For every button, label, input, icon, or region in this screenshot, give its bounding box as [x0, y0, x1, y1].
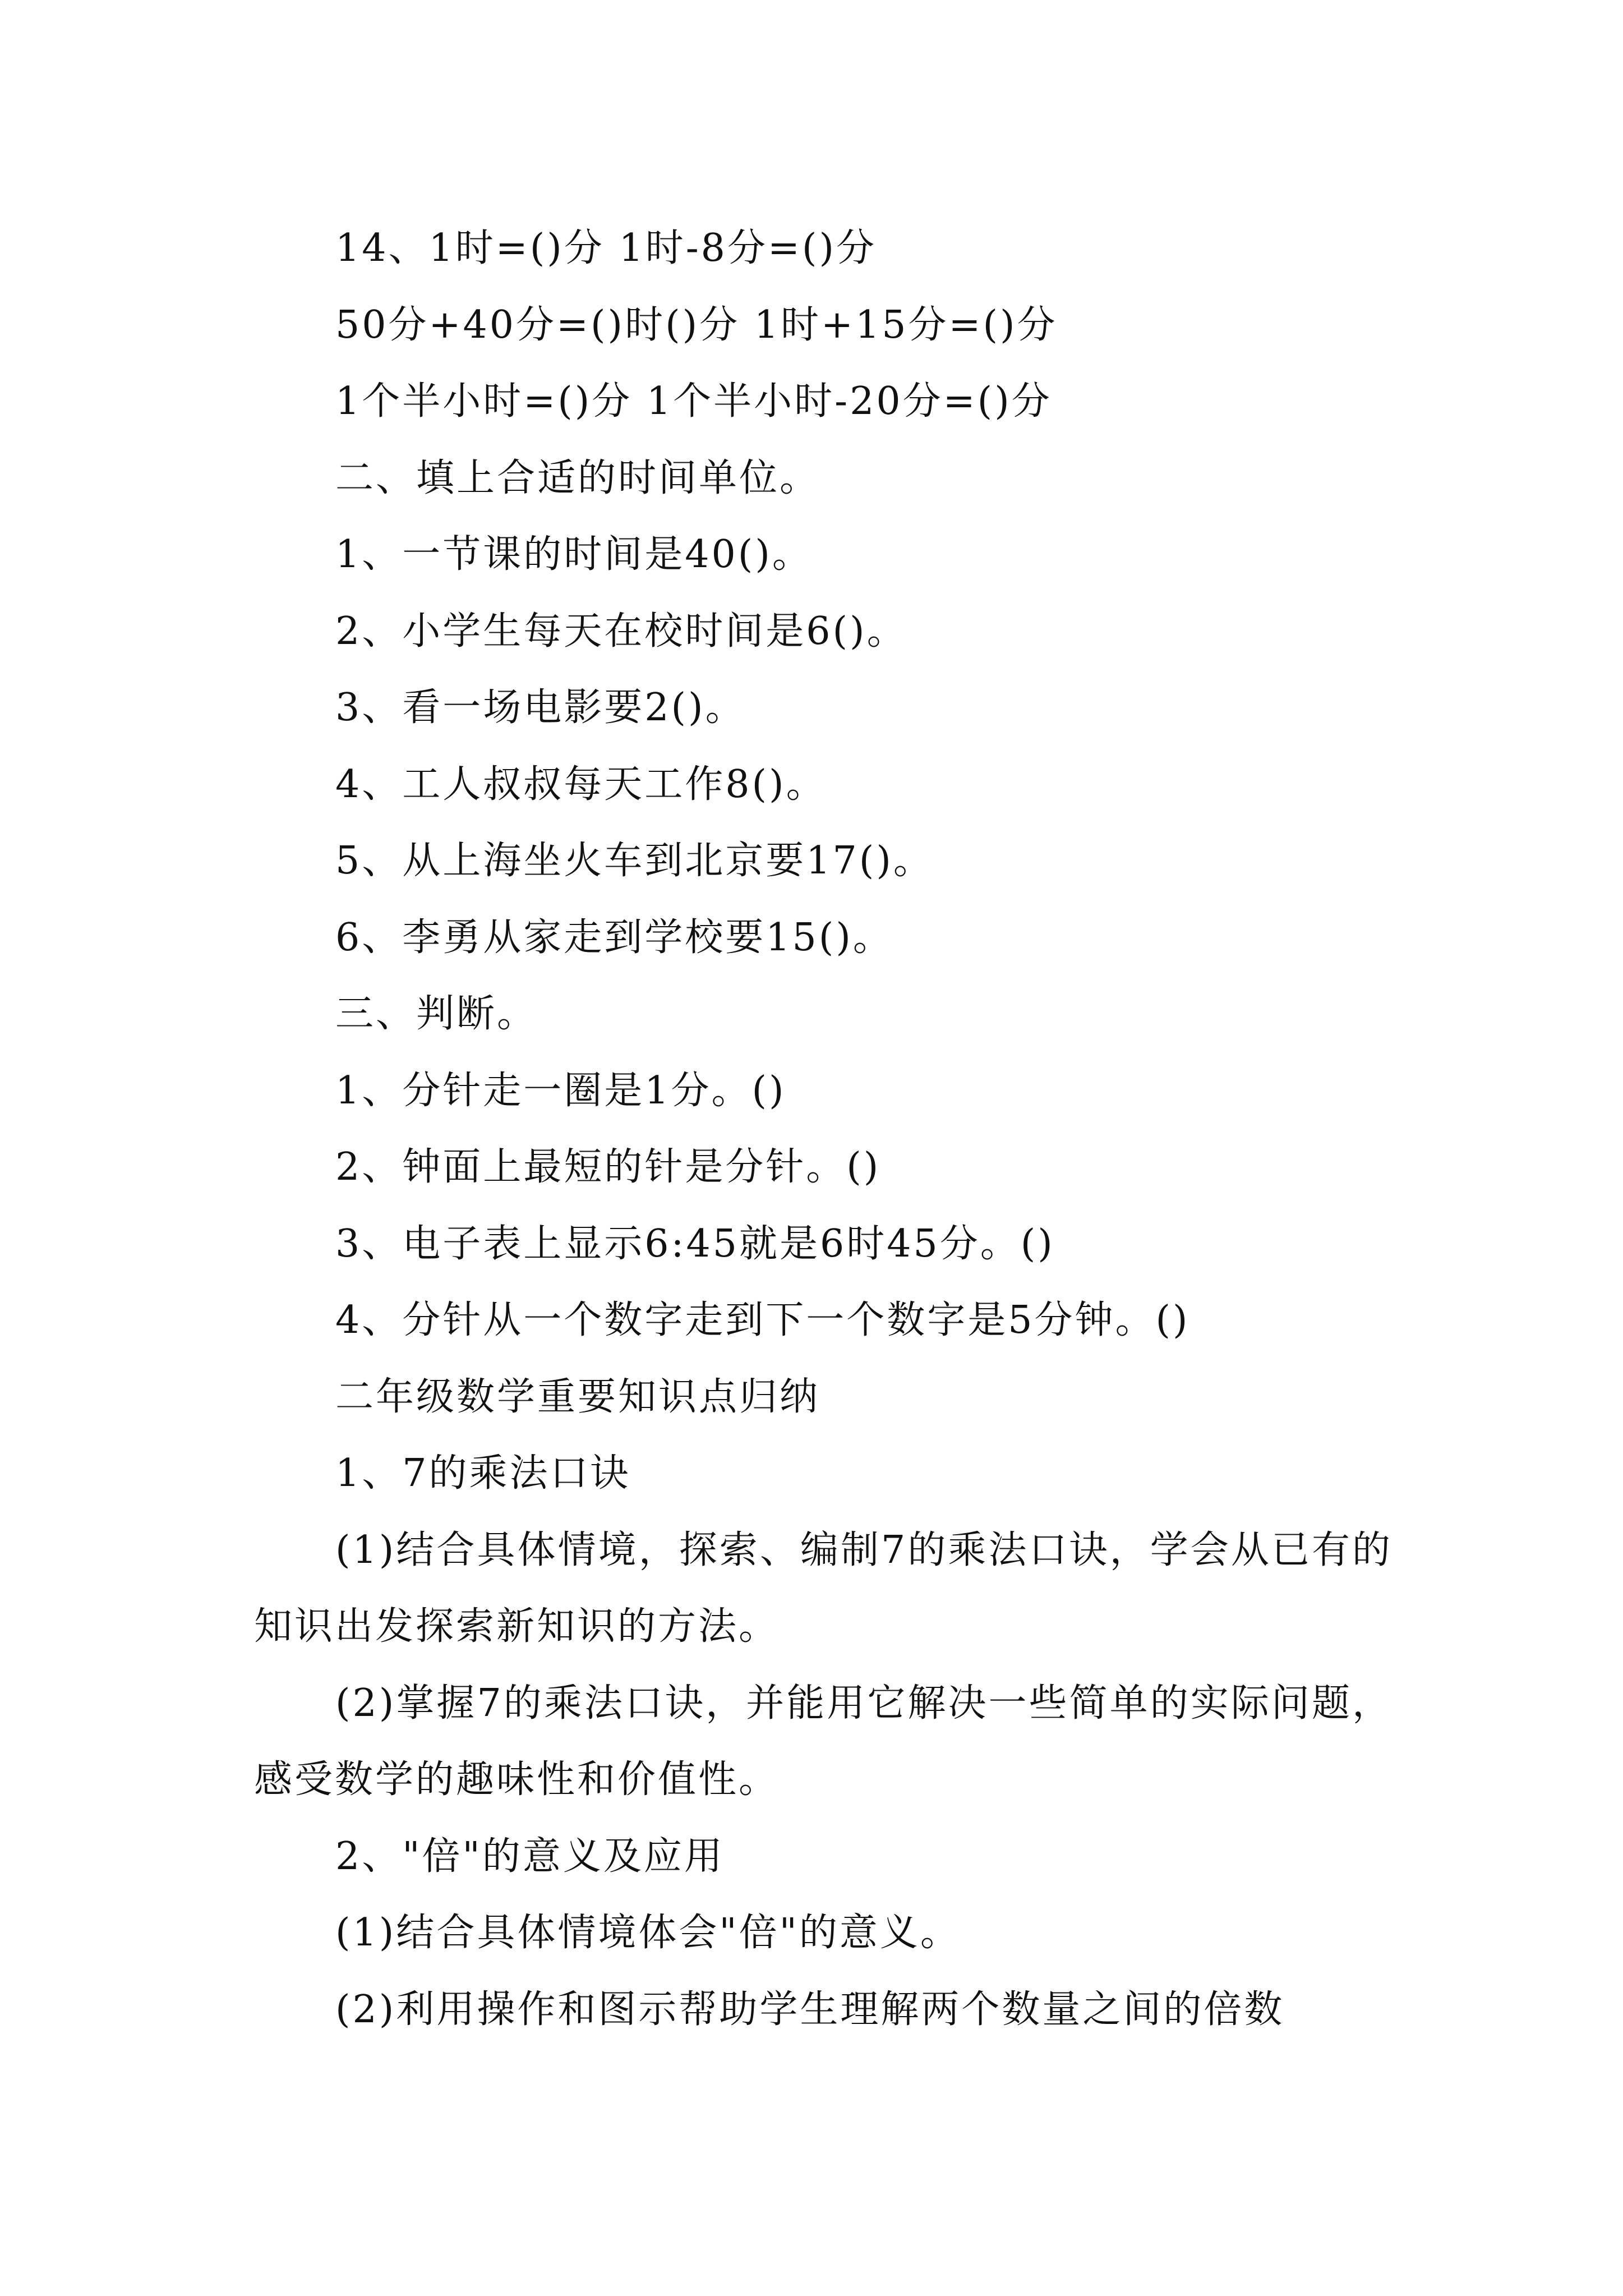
text-line: 1、7的乘法口诀 [335, 1451, 631, 1496]
text-line: 2、"倍"的意义及应用 [335, 1834, 725, 1879]
text-line: (1)结合具体情境体会"倍"的意义。 [335, 1911, 961, 1955]
section-heading: 三、判断。 [335, 992, 538, 1036]
section-heading: 二、填上合适的时间单位。 [335, 455, 820, 500]
paragraph: (1)结合具体情境，探索、编制7的乘法口诀，学会从已有的知识出发探索新知识的方法。 [254, 1527, 1393, 1649]
text-line: 1、分针走一圈是1分。() [335, 1068, 786, 1113]
text-line: 3、看一场电影要2()。 [335, 685, 746, 730]
text-line: (2)利用操作和图示帮助学生理解两个数量之间的倍数 [335, 1987, 1285, 2032]
text-line: 2、钟面上最短的针是分针。() [335, 1145, 881, 1189]
text-line: 2、小学生每天在校时间是6()。 [335, 609, 907, 654]
document-body [254, 210, 1393, 2048]
text-line: 6、李勇从家走到学校要15()。 [335, 915, 893, 960]
section-heading: 二年级数学重要知识点归纳 [335, 1374, 820, 1419]
text-line: 5、从上海坐火车到北京要17()。 [335, 839, 934, 883]
text-line: 50分+40分=()时()分 1时+15分=()分 [335, 302, 1058, 347]
text-line: 3、电子表上显示6:45就是6时45分。() [335, 1221, 1055, 1266]
text-line: 1个半小时=()分 1个半小时-20分=()分 [335, 379, 1052, 424]
text-line: 14、1时=()分 1时-8分=()分 [335, 226, 877, 270]
text-line: 1、一节课的时间是40()。 [335, 532, 813, 577]
text-line: 4、分针从一个数字走到下一个数字是5分钟。() [335, 1298, 1190, 1342]
paragraph: (2)掌握7的乘法口诀，并能用它解决一些简单的实际问题，感受数学的趣味性和价值性。 [254, 1681, 1393, 1802]
text-line: 4、工人叔叔每天工作8()。 [335, 762, 827, 807]
